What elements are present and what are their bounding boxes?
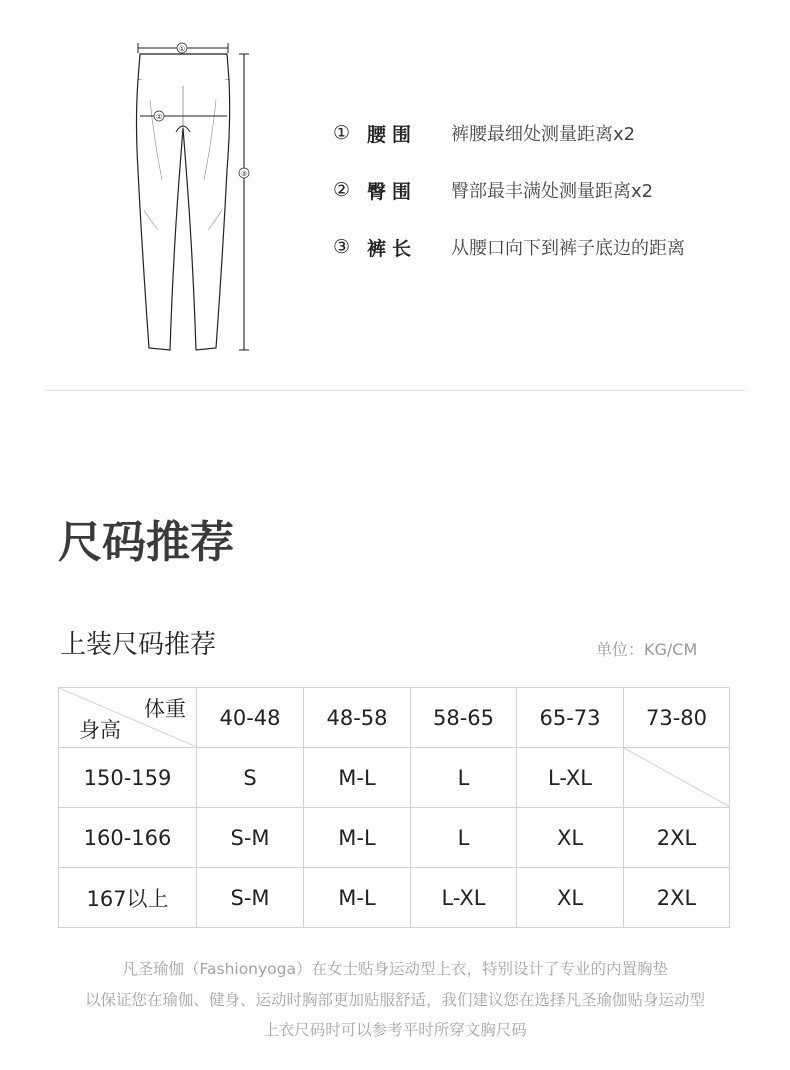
section-title: 尺码推荐 xyxy=(58,517,234,568)
marker-length: ③ xyxy=(240,170,248,178)
legend-waist xyxy=(333,118,635,148)
size-cell: XL xyxy=(517,868,624,928)
size-cell: S-M xyxy=(197,808,304,868)
weight-range-header: 73-80 xyxy=(624,688,730,748)
legend-number: ③ xyxy=(333,236,351,258)
size-cell: S-M xyxy=(197,868,304,928)
legend-name: 裤长 xyxy=(367,237,418,260)
legend-name: 腰围 xyxy=(367,123,418,146)
weight-range-header: 40-48 xyxy=(197,688,304,748)
legend-hip xyxy=(333,175,653,205)
height-range-cell: 160-166 xyxy=(59,808,197,868)
footnote-line: 以保证您在瑜伽、健身、运动时胸部更加贴服舒适，我们建议您在选择凡圣瑜伽贴身运动型 xyxy=(84,991,705,1009)
table-row xyxy=(59,748,730,808)
weight-header: 体重 xyxy=(144,697,186,721)
weight-range-header: 58-65 xyxy=(411,688,517,748)
height-range-cell: 167以上 xyxy=(59,868,197,928)
size-cell: L-XL xyxy=(517,748,624,808)
table-row xyxy=(59,868,730,928)
legend-number: ② xyxy=(333,179,351,201)
height-range-cell: 150-159 xyxy=(59,748,197,808)
size-cell: S xyxy=(197,748,304,808)
footnote-line: 凡圣瑜伽（Fashionyoga）在女士贴身运动型上衣，特别设计了专业的内置胸垫 xyxy=(122,960,668,978)
legend-name: 臀围 xyxy=(367,180,418,203)
height-header: 身高 xyxy=(79,718,121,742)
size-table xyxy=(58,687,730,928)
footnote-line: 上衣尺码时可以参考平时所穿文胸尺码 xyxy=(263,1021,527,1039)
pants-waistband xyxy=(138,54,229,83)
legend-length xyxy=(333,232,685,262)
size-cell: 2XL xyxy=(624,868,730,928)
pants-diagram xyxy=(110,30,270,360)
section-divider xyxy=(45,390,745,391)
legend-description: 臀部最丰满处测量距离x2 xyxy=(451,181,654,202)
size-cell: 2XL xyxy=(624,808,730,868)
weight-range-header: 48-58 xyxy=(304,688,411,748)
table-corner-cell xyxy=(59,688,197,748)
size-cell: M-L xyxy=(304,868,411,928)
weight-range-header: 65-73 xyxy=(517,688,624,748)
table-header-row xyxy=(59,688,730,748)
size-cell: L xyxy=(411,808,517,868)
legend-description: 裤腰最细处测量距离x2 xyxy=(451,124,636,145)
marker-hip: ② xyxy=(155,113,163,121)
marker-waist: ① xyxy=(178,45,186,53)
size-cell: L-XL xyxy=(411,868,517,928)
size-cell: XL xyxy=(517,808,624,868)
unit-label: 单位：KG/CM xyxy=(596,640,698,659)
table-row xyxy=(59,808,730,868)
table-title: 上装尺码推荐 xyxy=(60,630,217,660)
legend-description: 从腰口向下到裤子底边的距离 xyxy=(451,238,685,259)
size-cell-unavailable xyxy=(624,748,730,808)
size-cell: M-L xyxy=(304,748,411,808)
size-cell: L xyxy=(411,748,517,808)
size-cell: M-L xyxy=(304,808,411,868)
legend-number: ① xyxy=(333,122,351,144)
